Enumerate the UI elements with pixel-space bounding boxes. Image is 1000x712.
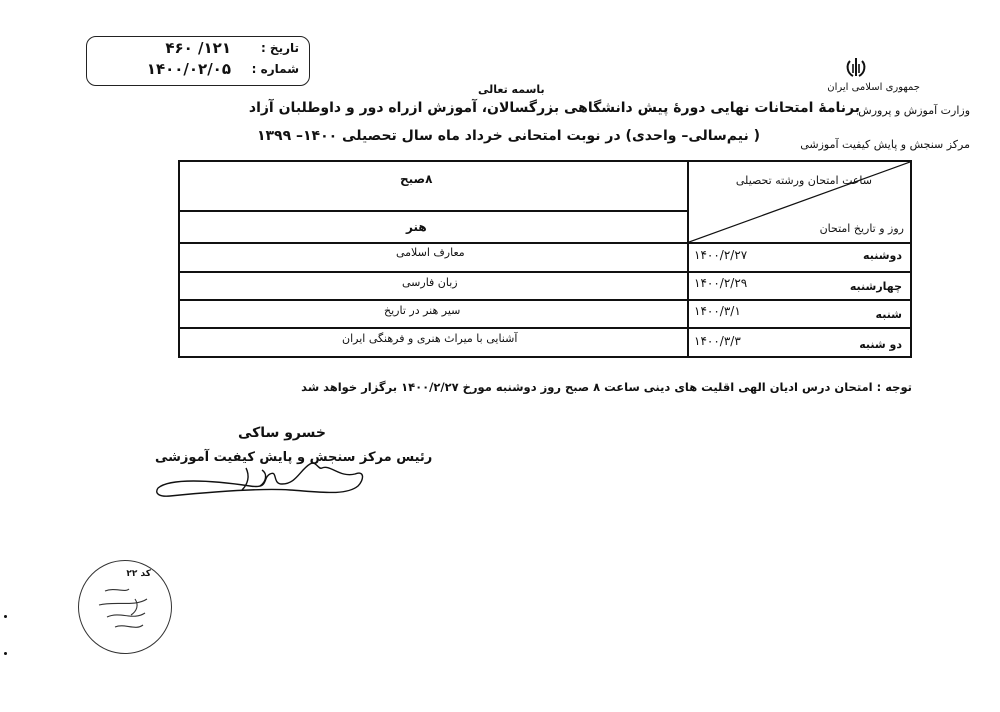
document-title-line-2: ( نیم‌سالی– واحدی) در نوبت امتحانی خرداد ماه سال تحصیلی ۱۴۰۰– ۱۳۹۹ [256, 128, 760, 144]
row-date: ۱۴۰۰/۳/۱ [694, 304, 741, 318]
basmala: باسمه تعالی [478, 83, 545, 96]
number-row [87, 62, 309, 82]
document-title-line-1: برنامهٔ امتحانات نهایی دورهٔ پیش دانشگاهی بزرگسالان، آموزش ازراه دور و داوطلبان آزاد [248, 100, 860, 116]
number-value: ۱۴۰۰/۰۲/۰۵ [146, 60, 231, 78]
ministry-name: وزارت آموزش و پرورش [858, 104, 970, 117]
exam-time: ۸صبح [400, 172, 433, 186]
row-divider [180, 327, 910, 329]
field-name: هنر [406, 220, 427, 234]
country-name: جمهوری اسلامی ایران [827, 82, 920, 93]
row-date: ۱۴۰۰/۳/۳ [694, 334, 741, 348]
number-label: شماره : [251, 62, 299, 76]
stamp-code: کد ۲۲ [126, 569, 151, 579]
header-day-label: روز و تاریخ امتحان [819, 222, 904, 235]
row-divider [180, 299, 910, 301]
stamp-scribble-icon [85, 581, 163, 643]
margin-dot [4, 652, 7, 655]
document-meta-box [86, 36, 310, 86]
header-divider [180, 210, 687, 212]
iran-emblem-icon [843, 56, 869, 80]
row-date: ۱۴۰۰/۲/۲۷ [694, 248, 748, 262]
center-name: مرکز سنجش و پایش کیفیت آموزشی [800, 138, 970, 151]
row-day: دو شنبه [859, 338, 902, 351]
note-label: توجه : [876, 380, 912, 394]
official-stamp [78, 560, 172, 654]
handwritten-signature-icon [150, 440, 380, 510]
row-divider [180, 271, 910, 273]
signer-name: خسرو ساکی [238, 425, 326, 441]
row-day: دوشنبه [863, 249, 902, 262]
margin-dot [4, 615, 7, 618]
row-subject: آشنایی با میراث هنری و فرهنگی ایران [342, 332, 518, 345]
signer-title: رئیس مرکز سنجش و پایش کیفیت آموزشی [155, 450, 433, 465]
note-body: امتحان درس ادیان الهی اقلیت های دینی ساعت ۸ صبح روز دوشنبه مورخ ۱۴۰۰/۲/۲۷ برگزار خواهد شد [301, 380, 873, 394]
exam-schedule-table [178, 160, 912, 358]
row-date: ۱۴۰۰/۲/۲۹ [694, 276, 748, 290]
row-subject: زبان فارسی [402, 276, 458, 289]
date-value: ۴۶۰ /۱۲۱ [165, 39, 231, 57]
date-label: تاریخ : [260, 41, 299, 55]
row-day: چهارشنبه [849, 280, 902, 293]
note-text [301, 380, 912, 394]
date-row [87, 41, 309, 61]
row-subject: سیر هنر در تاریخ [384, 304, 461, 317]
header-time-label: ساعت امتحان ورشته تحصیلی [735, 174, 872, 187]
row-subject: معارف اسلامی [396, 246, 465, 259]
row-day: شنبه [875, 308, 902, 321]
